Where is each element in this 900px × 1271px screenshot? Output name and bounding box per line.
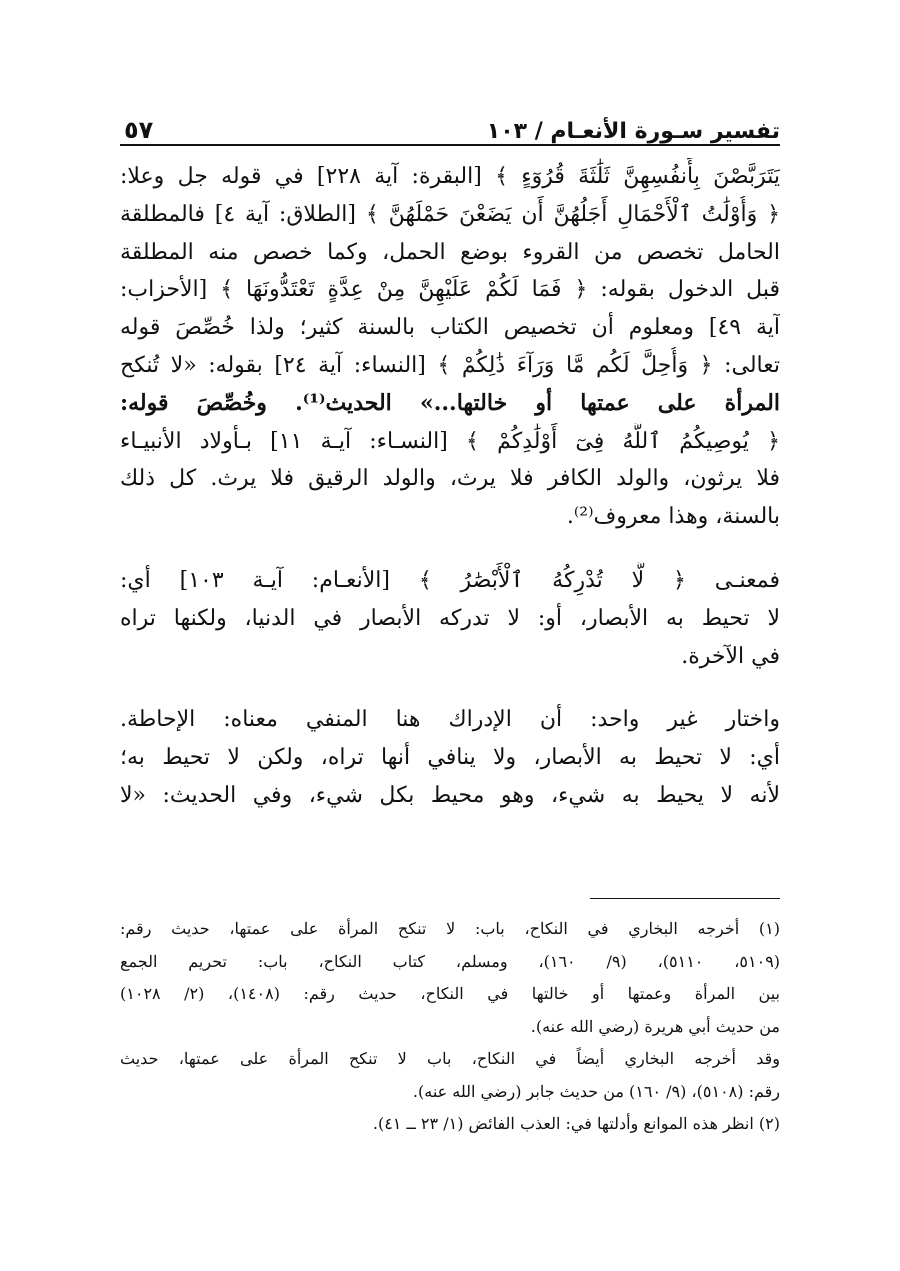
text-line: المرأة على عمتها أو خالتها...» الحديث⁽¹⁾. وخُصِّصَ قوله: bbox=[120, 389, 780, 416]
footnote-line: (٢) انظر هذه الموانع وأدلتها في: العذب الفائض (١/ ٢٣ ــ ٤١). bbox=[372, 1114, 780, 1133]
text-line: فلا يرثون، والولد الكافر فلا يرث، والولد الرقيق فلا يرث. كل ذلك bbox=[120, 466, 780, 492]
footnote-line: من حديث أبي هريرة (رضي الله عنه). bbox=[530, 1016, 780, 1036]
page-content bbox=[120, 100, 780, 815]
text-line: الحامل تخصص من القروء بوضع الحمل، وكما خصص منه المطلقة bbox=[120, 239, 780, 265]
text-line: آية ٤٩] ومعلوم أن تخصيص الكتاب بالسنة كثير؛ ولذا خُصِّصَ قوله bbox=[120, 315, 780, 341]
text-line: ﴿ وَأُوْلَٰتُ ٱلْأَحْمَالِ أَجَلُهُنَّ أَن يَضَعْنَ حَمْلَهُنَّ ﴾ [الطلاق: آية ٤] فالمطلقة bbox=[120, 201, 780, 227]
paragraph-3 bbox=[120, 701, 780, 814]
footnotes bbox=[120, 898, 780, 1141]
text-line: واختار غير واحد: أن الإدراك هنا المنفي معناه: الإحاطة. bbox=[120, 707, 780, 733]
text-line: تعالى: ﴿ وَأُحِلَّ لَكُم مَّا وَرَآءَ ذَٰلِكُمْ ﴾ [النساء: آية ٢٤] بقوله: «لا تُنكح bbox=[120, 352, 780, 378]
footnote-line: وقد أخرجه البخاري أيضاً في النكاح، باب لا تنكح المرأة على عمتها، حديث bbox=[120, 1049, 780, 1068]
text-line: في الآخرة. bbox=[681, 643, 780, 669]
footnote-line: بين المرأة وعمتها أو خالتها في النكاح، حديث رقم: (١٤٠٨)، (٢/ ١٠٢٨) bbox=[120, 984, 780, 1003]
paragraph-1 bbox=[120, 158, 780, 536]
text-line: قبل الدخول بقوله: ﴿ فَمَا لَكُمْ عَلَيْهِنَّ مِنْ عِدَّةٍ تَعْتَدُّونَهَا ﴾ [الأحزاب: bbox=[120, 277, 780, 303]
running-header bbox=[120, 100, 780, 146]
header-title: تفسير سـورة الأنعـام / ١٠٣ bbox=[486, 119, 780, 144]
text-line: ﴿ يُوصِيكُمُ ٱللَّهُ فِىٓ أَوْلَٰدِكُمْ ﴾ [النسـاء: آيـة ١١] بـأولاد الأنبيـاء bbox=[120, 428, 780, 454]
main-text bbox=[120, 158, 780, 815]
text-line: فمعنـى ﴿ لَّا تُدْرِكُهُ ٱلْأَبْصَٰرُ ﴾ [الأنعـام: آيـة ١٠٣] أي: bbox=[120, 567, 780, 593]
page-number: ٥٧ bbox=[124, 116, 154, 144]
text-line: لأنه لا يحيط به شيء، وهو محيط بكل شيء، وفي الحديث: «لا bbox=[120, 782, 780, 808]
footnote-line: (١) أخرجه البخاري في النكاح، باب: لا تنكح المرأة على عمتها، حديث رقم: bbox=[120, 919, 780, 938]
paragraph-2 bbox=[120, 562, 780, 675]
text-line: بالسنة، وهذا معروف⁽²⁾. bbox=[566, 504, 780, 530]
footnote-line: (٥١٠٩، ٥١١٠)، (٩/ ١٦٠)، ومسلم، كتاب النكاح، باب: تحريم الجمع bbox=[120, 951, 780, 971]
text-line: لا تحيط به الأبصار، أو: لا تدركه الأبصار في الدنيا، ولكنها تراه bbox=[120, 605, 780, 631]
footnote-line: رقم: (٥١٠٨)، (٩/ ١٦٠) من حديث جابر (رضي الله عنه). bbox=[412, 1081, 780, 1101]
text-line: يَتَرَبَّصْنَ بِأَنفُسِهِنَّ ثَلَٰثَةَ قُرُوٓءٍ ﴾ [البقرة: آية ٢٢٨] في قوله جل وعلا: bbox=[120, 164, 780, 189]
footnote-divider bbox=[590, 898, 780, 899]
text-line: أي: لا تحيط به الأبصار، ولا ينافي أنها تراه، ولكن لا تحيط به؛ bbox=[120, 745, 780, 771]
